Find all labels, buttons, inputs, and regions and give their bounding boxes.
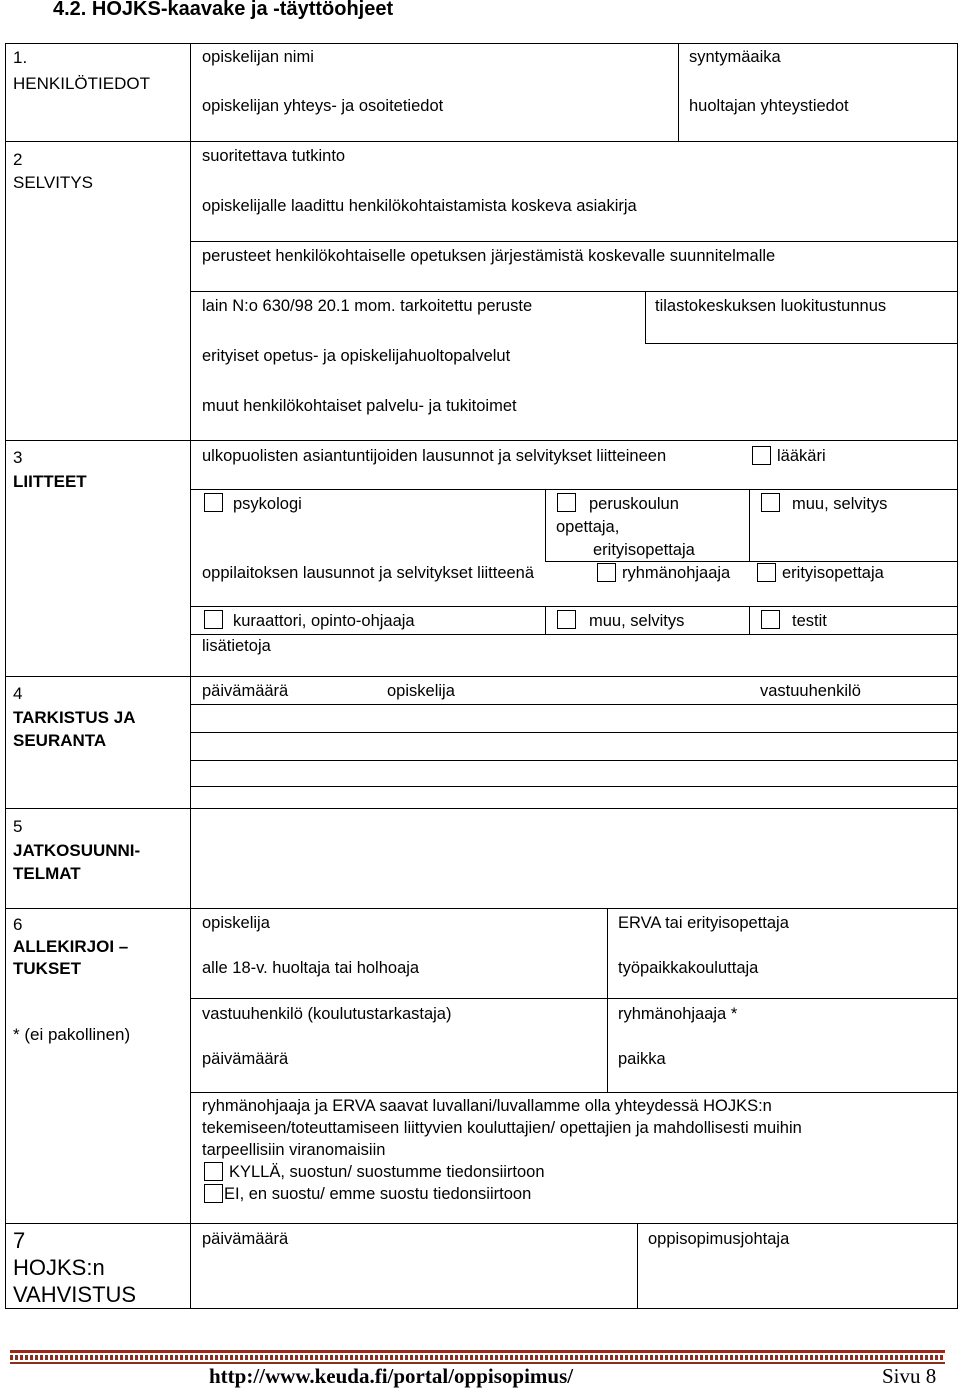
counselor-label: kuraattori, opinto-ohjaaja bbox=[233, 612, 415, 630]
confirm-date-label: päivämäärä bbox=[202, 1230, 289, 1248]
review-responsible-label: vastuuhenkilö bbox=[760, 682, 861, 700]
sign-place-label: paikka bbox=[618, 1050, 666, 1068]
section-3-title: LIITTEET bbox=[13, 472, 87, 491]
footer-page-number: Sivu 8 bbox=[882, 1364, 937, 1388]
optional-note: * (ei pakollinen) bbox=[13, 1025, 131, 1044]
sign-date-label: päivämäärä bbox=[202, 1050, 289, 1068]
consent-text-2: tekemiseen/toteuttamiseen liittyvien kouluttajien/ opettajien ja mahdollisesti muihin bbox=[202, 1119, 802, 1137]
guardian-contact-label: huoltajan yhteystiedot bbox=[689, 97, 849, 115]
consent-text-3: tarpeellisiin viranomaisiin bbox=[202, 1141, 386, 1159]
student-name-label: opiskelijan nimi bbox=[202, 48, 314, 66]
sign-responsible-label: vastuuhenkilö (koulutustarkastaja) bbox=[202, 1005, 452, 1023]
section-7-number: 7 bbox=[13, 1228, 26, 1253]
group-leader-checkbox[interactable] bbox=[597, 563, 616, 582]
sign-group-leader-label: ryhmänohjaaja * bbox=[618, 1005, 738, 1023]
birth-date-label: syntymäaika bbox=[689, 48, 781, 66]
teacher-checkbox[interactable] bbox=[557, 493, 576, 512]
other-support-label: muut henkilökohtaiset palvelu- ja tukitoimet bbox=[202, 397, 517, 415]
institution-label: oppilaitoksen lausunnot ja selvitykset liitteenä bbox=[202, 564, 535, 582]
consent-no-checkbox[interactable] bbox=[204, 1184, 223, 1203]
student-contact-label: opiskelijan yhteys- ja osoitetiedot bbox=[202, 97, 444, 115]
experts-label: ulkopuolisten asiantuntijoiden lausunnot ja selvitykset liitteineen bbox=[202, 447, 667, 465]
consent-yes-label: KYLLÄ, suostun/ suostumme tiedonsiirtoon bbox=[229, 1163, 545, 1181]
teacher-label-1: peruskoulun bbox=[589, 495, 679, 513]
services-label: erityiset opetus- ja opiskelijahuoltopalvelut bbox=[202, 347, 511, 365]
section-2-number: 2 bbox=[13, 150, 23, 169]
review-student-label: opiskelija bbox=[387, 682, 455, 700]
doctor-checkbox[interactable] bbox=[752, 446, 771, 465]
group-leader-label: ryhmänohjaaja bbox=[622, 564, 731, 582]
section-5-title-1: JATKOSUUNNI- bbox=[13, 841, 141, 860]
page-heading: 4.2. HOJKS-kaavake ja -täyttöohjeet bbox=[53, 0, 394, 20]
special-teacher-label: erityisopettaja bbox=[782, 564, 884, 582]
psychologist-label: psykologi bbox=[233, 495, 302, 513]
consent-yes-checkbox[interactable] bbox=[204, 1162, 223, 1181]
section-1-number: 1. bbox=[13, 48, 28, 67]
teacher-label-2: opettaja, bbox=[556, 518, 620, 536]
section-6-title-1: ALLEKIRJOI – bbox=[13, 937, 129, 956]
footer-url[interactable]: http://www.keuda.fi/portal/oppisopimus/ bbox=[209, 1364, 574, 1388]
grounds-label: perusteet henkilökohtaiselle opetuksen järjestämistä koskevalle suunnitelmalle bbox=[202, 247, 776, 265]
teacher-label-3: erityisopettaja bbox=[593, 541, 695, 559]
section-5-number: 5 bbox=[13, 817, 23, 836]
doctor-label: lääkäri bbox=[777, 447, 826, 465]
confirm-director-label: oppisopimusjohtaja bbox=[648, 1230, 790, 1248]
section-6-number: 6 bbox=[13, 915, 23, 934]
other-label-1: muu, selvitys bbox=[792, 495, 888, 513]
sign-trainer-label: työpaikkakouluttaja bbox=[618, 959, 759, 977]
sign-guardian-label: alle 18-v. huoltaja tai holhoaja bbox=[202, 959, 420, 977]
stats-code-label: tilastokeskuksen luokitustunnus bbox=[655, 297, 887, 315]
section-7-title-1: HOJKS:n bbox=[13, 1255, 105, 1280]
degree-label: suoritettava tutkinto bbox=[202, 147, 346, 165]
psychologist-checkbox[interactable] bbox=[204, 493, 223, 512]
other-checkbox-2[interactable] bbox=[557, 610, 576, 629]
section-4-title-1: TARKISTUS JA bbox=[13, 708, 136, 727]
tests-checkbox[interactable] bbox=[761, 610, 780, 629]
section-7-title-2: VAHVISTUS bbox=[13, 1282, 137, 1307]
section-1-title: HENKILÖTIEDOT bbox=[13, 74, 150, 93]
sign-student-label: opiskelija bbox=[202, 914, 270, 932]
section-2-title: SELVITYS bbox=[13, 173, 93, 192]
other-checkbox-1[interactable] bbox=[761, 493, 780, 512]
section-3-number: 3 bbox=[13, 448, 23, 467]
sign-erva-label: ERVA tai erityisopettaja bbox=[618, 914, 789, 932]
document-label: opiskelijalle laadittu henkilökohtaistamista koskeva asiakirja bbox=[202, 197, 637, 215]
extra-info-label: lisätietoja bbox=[202, 637, 271, 655]
consent-no-label: EI, en suostu/ emme suostu tiedonsiirtoon bbox=[224, 1185, 532, 1203]
section-4-title-2: SEURANTA bbox=[13, 731, 107, 750]
other-label-2: muu, selvitys bbox=[589, 612, 685, 630]
consent-text-1: ryhmänohjaaja ja ERVA saavat luvallani/luvallamme olla yhteydessä HOJKS:n bbox=[202, 1097, 772, 1115]
section-6-title-2: TUKSET bbox=[13, 959, 81, 978]
section-5-title-2: TELMAT bbox=[13, 864, 81, 883]
tests-label: testit bbox=[792, 612, 827, 630]
special-teacher-checkbox[interactable] bbox=[757, 563, 776, 582]
review-date-label: päivämäärä bbox=[202, 682, 289, 700]
counselor-checkbox[interactable] bbox=[204, 610, 223, 629]
law-label: lain N:o 630/98 20.1 mom. tarkoitettu peruste bbox=[202, 297, 533, 315]
section-4-number: 4 bbox=[13, 684, 23, 703]
